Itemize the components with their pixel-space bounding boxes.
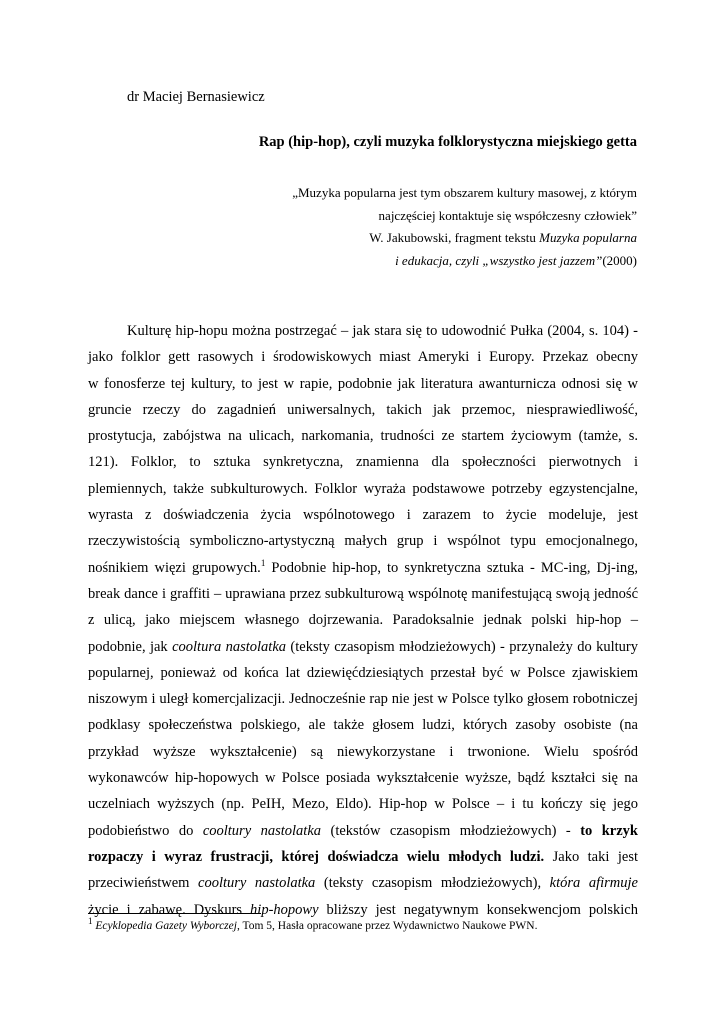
epigraph-attribution	[292, 227, 637, 250]
italic-term: hip-hopowy	[250, 901, 319, 918]
footnote	[88, 916, 538, 932]
body-line	[88, 555, 638, 581]
body-line: przykład wyższe wykształcenie) są niewykorzystane i trwonione. Wielu spośród	[88, 743, 638, 760]
italic-term: cooltury nastolatka	[202, 822, 322, 839]
body-line: prostytucja, zabójstwa na ulicach, narkomania, trudności ze startem życiowym (tamże, s.	[88, 428, 638, 445]
footnote-source-title: Ecyklopedia Gazety Wyborczej	[95, 920, 237, 932]
body-line	[88, 870, 638, 896]
epigraph-line: „Muzyka popularna jest tym obszarem kultury masowej, z którym	[292, 185, 637, 200]
body-line: jako folklor gett rasowych i środowiskowych miast Ameryki i Europy. Przekaz obecny	[88, 349, 638, 366]
text-run: podobnie, jak	[88, 638, 173, 655]
attribution-text: W. Jakubowski, fragment tekstu	[369, 230, 540, 245]
epigraph-attribution-cont	[292, 250, 637, 273]
body-line: break dance i graffiti – uprawiana przez subkulturową wspólnotę manifestującą swoją jedność	[88, 585, 638, 602]
attribution-year: (2000)	[602, 252, 637, 268]
footnote-ref[interactable]: 1	[260, 557, 266, 568]
text-run: (tekstów czasopism młodzieżowych) -	[321, 822, 581, 839]
body-line	[88, 897, 638, 923]
bold-text: to krzyk	[580, 822, 638, 839]
body-line: podklasy społeczeństwa polskiego, ale także głosem ludzi, których zasoby osobiste (na	[88, 717, 638, 734]
epigraph-line: najczęściej kontaktuje się współczesny człowiek”	[378, 207, 637, 223]
body-paragraph	[88, 318, 638, 923]
italic-term: cooltury nastolatka	[198, 875, 316, 892]
article-title: Rap (hip-hop), czyli muzyka folklorystyczna miejskiego getta	[258, 134, 637, 150]
body-line	[88, 844, 638, 870]
footnote-text: , Tom 5, Hasła opracowane przez Wydawnictwo Naukowe PWN.	[236, 920, 538, 932]
body-line: wykonawców hip-hopowych w Polsce posiada wykształcenie wyższe, bądź kształci się na	[88, 770, 638, 787]
text-run: Podobnie hip-hop, to synkretyczna sztuka - MC-ing, Dj-ing,	[265, 559, 638, 576]
text-run: podobieństwo do	[88, 822, 203, 839]
footnote-separator	[88, 913, 261, 914]
text-run: (teksty czasopism młodzieżowych) - przynależy do kultury	[286, 638, 638, 655]
body-line: Kulturę hip-hopu można postrzegać – jak stara się to udowodnić Pułka (2004, s. 104) -	[127, 323, 638, 339]
body-line: uczelniach wyższych (np. PeIH, Mezo, Eldo). Hip-hop w Polsce – i tu kończy się jego	[88, 796, 638, 813]
text-run: , która afirmuje	[537, 875, 638, 892]
footnote-number: 1	[88, 916, 93, 927]
body-line	[88, 818, 638, 844]
body-line: niszowym i uległ komercjalizacji. Jednocześnie rap nie jest w Polsce tylko głosem robotniczej	[88, 691, 638, 708]
attribution-title: Muzyka popularna	[539, 230, 637, 245]
body-line: popularnej, ponieważ od końca lat dziewięćdziesiątych przestał być w Polsce zjawiskiem	[88, 664, 638, 681]
epigraph	[292, 182, 637, 272]
attribution-title-cont: i edukacja, czyli „wszystko jest jazzem”	[395, 252, 603, 268]
text-run: życie i zabawę. Dyskurs	[88, 901, 251, 918]
body-line	[88, 634, 638, 660]
text-run: Jako taki jest	[544, 848, 638, 865]
text-run: bliższy jest negatywnym konsekwencjom polskich	[318, 901, 638, 918]
body-line: gruncie rzeczy do zagadnień uniwersalnych, takich jak przemoc, niesprawiedliwość,	[88, 401, 638, 418]
author-name: dr Maciej Bernasiewicz	[127, 89, 265, 105]
body-line: z ulicą, jako miejscem własnego dojrzewania. Paradoksalnie jednak polski hip-hop –	[88, 612, 638, 629]
body-line: rzeczywistością symboliczno-artystyczną małych grup i wspólnot typu emocjonalnego,	[88, 533, 638, 550]
body-line: wyrasta z doświadczenia życia wspólnotowego i zarazem to życie modeluje, jest	[88, 507, 638, 524]
text-run: (teksty czasopism młodzieżowych)	[315, 875, 538, 892]
text-run: przeciwieństwem	[88, 875, 199, 892]
bold-text: rozpaczy i wyraz frustracji, której doświadcza wielu młodych ludzi.	[88, 848, 545, 865]
body-line: 121). Folklor, to sztuka synkretyczna, znamienna dla społeczności pierwotnych i	[88, 454, 638, 471]
body-line: plemiennych, także subkulturowych. Folklor wyraża podstawowe potrzeby egzystencjalne,	[88, 480, 638, 497]
text-run: nośnikiem więzi grupowych.	[88, 559, 261, 576]
italic-term: cooltura nastolatka	[172, 638, 287, 655]
body-line: w fonosferze tej kultury, to jest w rapie, podobnie jak literatura awanturnicza odnosi się w	[88, 375, 638, 392]
